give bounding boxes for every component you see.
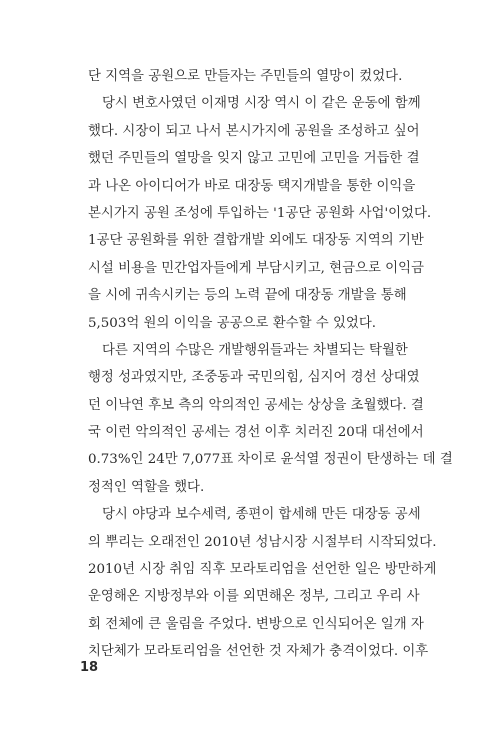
text-line: 본시가지 공원 조성에 투입하는 '1공단 공원화 사업'이었다.	[88, 205, 432, 221]
text-line: 했던 주민들의 열망을 잊지 않고 고민에 고민을 거듭한 결	[88, 151, 420, 167]
page-number: 18	[80, 660, 99, 675]
body-text	[88, 63, 453, 666]
text-line: 당시 변호사였던 이재명 시장 역시 이 같은 운동에 함께	[102, 96, 421, 112]
text-line: 치단체가 모라토리엄을 선언한 것 자체가 충격이었다. 이후	[88, 644, 429, 660]
text-line: 의 뿌리는 오래전인 2010년 성남시장 시절부터 시작되었다.	[88, 534, 437, 550]
text-line: 당시 야당과 보수세력, 종편이 합세해 만든 대장동 공세	[102, 507, 421, 523]
text-line: 과 나온 아이디어가 바로 대장동 택지개발을 통한 이익을	[88, 178, 416, 194]
text-line: 다른 지역의 수많은 개발행위들과는 차별되는 탁월한	[102, 342, 408, 358]
text-line: 행정 성과였지만, 조중동과 국민의힘, 심지어 경선 상대였	[88, 370, 420, 386]
text-line: 회 전체에 큰 울림을 주었다. 변방으로 인식되어온 일개 자	[88, 616, 424, 632]
text-line: 1공단 공원화를 위한 결합개발 외에도 대장동 지역의 기반	[88, 233, 424, 249]
text-line: 던 이낙연 후보 측의 악의적인 공세는 상상을 초월했다. 결	[88, 397, 424, 413]
text-line: 했다. 시장이 되고 나서 본시가지에 공원을 조성하고 싶어	[88, 123, 420, 139]
text-line: 을 시에 귀속시키는 등의 노력 끝에 대장동 개발을 통해	[88, 288, 407, 304]
text-line: 0.73%인 24만 7,077표 차이로 윤석열 정권이 탄생하는 데 결	[88, 452, 453, 468]
text-line: 정적인 역할을 했다.	[88, 479, 205, 495]
text-line: 운영해온 지방정부와 이를 외면해온 정부, 그리고 우리 사	[88, 589, 420, 605]
text-line: 단 지역을 공원으로 만들자는 주민들의 열망이 컸었다.	[88, 69, 403, 84]
text-line: 2010년 시장 취임 직후 모라토리엄을 선언한 일은 방만하게	[88, 562, 437, 578]
text-line: 시설 비용을 민간업자들에게 부담시키고, 현금으로 이익금	[88, 260, 424, 276]
text-line: 국 이런 악의적인 공세는 경선 이후 치러진 20대 대선에서	[88, 425, 424, 441]
text-line: 5,503억 원의 이익을 공공으로 환수할 수 있었다.	[88, 315, 377, 331]
